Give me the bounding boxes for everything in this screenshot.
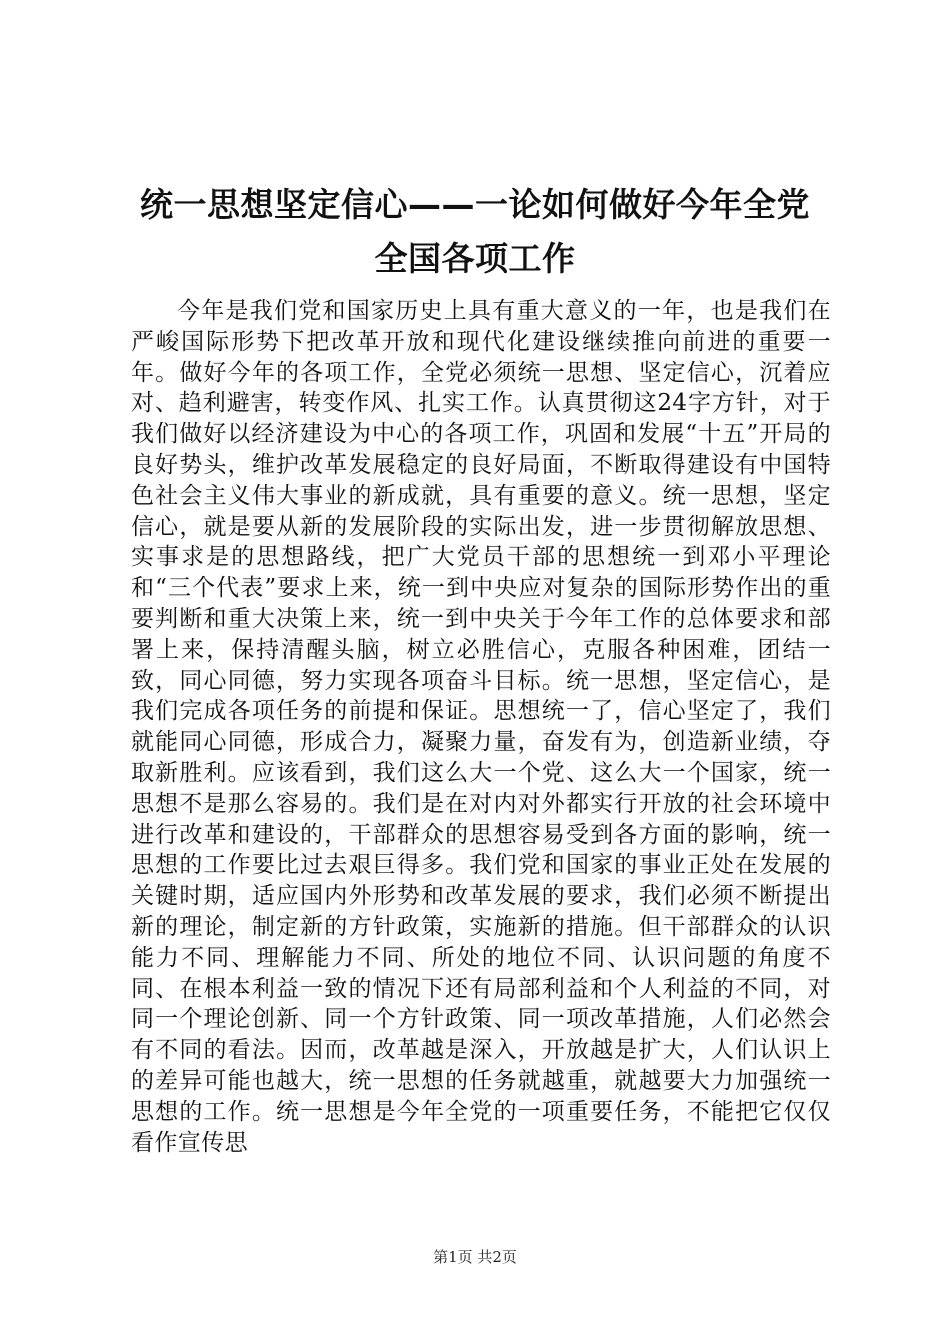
title-line-1: 统一思想坚定信心——一论如何做好今年全党 (140, 185, 810, 224)
page-number: 第1页 共2页 (433, 1248, 517, 1266)
document-title (110, 178, 840, 286)
title-line-2: 全国各项工作 (374, 239, 576, 278)
body-paragraph: 今年是我们党和国家历史上具有重大意义的一年，也是我们在严峻国际形势下把改革开放和现代化建设继续推向前进的重要一年。做好今年的各项工作，全党必须统一思想、坚定信心，沉着应对、趋利避害，转变作风、扎实工作。认真贯彻这24字方针，对于我们做好以经济建设为中心的各项工作，巩固和发展“十五”开局的良好势头，维护改革发展稳定的良好局面，不断取得建设有中国特色社会主义伟大事业的新成就，具有重要的意义。统一思想，坚定信心，就是要从新的发展阶段的实际出发，进一步贯彻解放思想、实事求是的思想路线，把广大党员干部的思想统一到邓小平理论和“三个代表”要求上来，统一到中央应对复杂的国际形势作出的重要判断和重大决策上来，统一到中央关于今年工作的总体要求和部署上来，保持清醒头脑，树立必胜信心，克服各种困难，团结一致，同心同德，努力实现各项奋斗目标。统一思想，坚定信心，是我们完成各项任务的前提和保证。思想统一了，信心坚定了，我们就能同心同德，形成合力，凝聚力量，奋发有为，创造新业绩，夺取新胜利。应该看到，我们这么大一个党、这么大一个国家，统一思想不是那么容易的。我们是在对内对外都实行开放的社会环境中进行改革和建设的，干部群众的思想容易受到各方面的影响，统一思想的工作要比过去艰巨得多。我们党和国家的事业正处在发展的关键时期，适应国内外形势和改革发展的要求，我们必须不断提出新的理论，制定新的方针政策，实施新的措施。但干部群众的认识能力不同、理解能力不同、所处的地位不同、认识问题的角度不同、在根本利益一致的情况下还有局部利益和个人利益的不同，对同一个理论创新、同一个方针政策、同一项改革措施，人们必然会有不同的看法。因而，改革越是深入，开放越是扩大，人们认识上的差异可能也越大，统一思想的任务就越重，就越要大力加强统一思想的工作。统一思想是今年全党的一项重要任务，不能把它仅仅看作宣传思 (131, 298, 831, 1156)
document-body (131, 296, 831, 1158)
page-footer (0, 1246, 950, 1267)
